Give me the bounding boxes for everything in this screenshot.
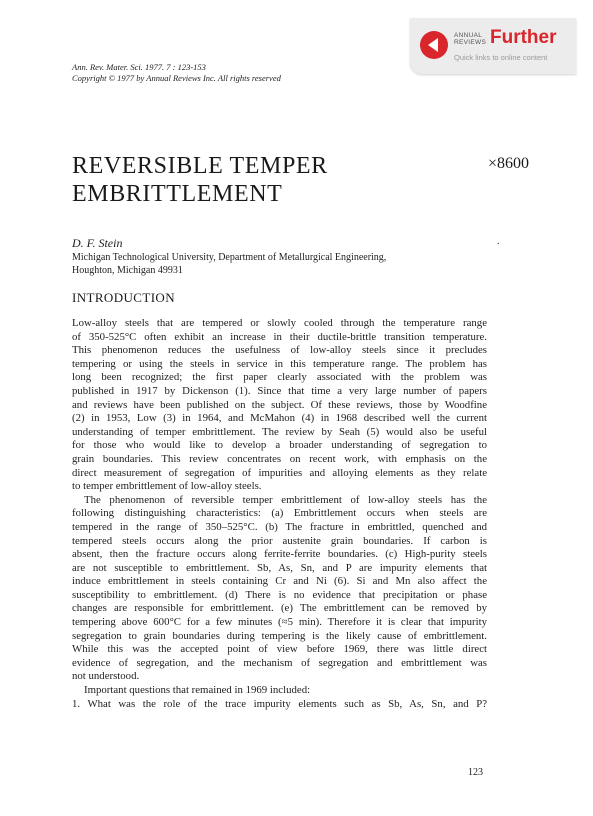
text-line: grain boundaries. This review concentrates on recent work, with emphasis on the: [72, 452, 487, 465]
text-line: tempering above 600°C for a few minutes (≈5 min). Therefore it is clear that impurity: [72, 616, 487, 629]
text-line: understanding of temper embrittlement. The review by Seah (5) would also be useful: [72, 425, 487, 438]
title-line-1: REVERSIBLE TEMPER: [72, 153, 328, 179]
text-line: are not susceptible to embrittlement. Sb, As, Sn, and P are impurity elements that: [72, 561, 487, 574]
further-banner[interactable]: [410, 18, 576, 74]
stray-dot: .: [497, 236, 500, 247]
text-line: This phenomenon reduces the usefulness of low-alloy steels since it precludes: [72, 344, 487, 357]
text-line: induce embrittlement in steels containing Cr and Ni (6). Si and Mn also affect the: [72, 575, 487, 588]
author-affiliation: [72, 251, 386, 277]
paragraph-1: [72, 317, 487, 494]
annual-reviews-logo-icon: [420, 31, 448, 59]
copyright-notice: Copyright © 1977 by Annual Reviews Inc. All rights reserved: [72, 73, 281, 83]
page-number: 123: [468, 767, 483, 778]
journal-citation: Ann. Rev. Mater. Sci. 1977. 7 : 123-153: [72, 62, 206, 72]
text-line: following distinguishing characteristics: (a) Embrittlement occurs when steels are: [72, 507, 487, 520]
text-line: tempered steels occurs along the prior austenite grain boundaries. If carbon is: [72, 534, 487, 547]
article-title: [72, 152, 328, 208]
text-line: long been recognized; the first paper clearly associated with the problem was: [72, 371, 487, 384]
text-line: tempering or using the steels in service in this temperature range. The problem has: [72, 357, 487, 370]
text-line: to temper embrittlement of low-alloy steels.: [72, 480, 262, 493]
annual-reviews-wordmark: ANNUAL REVIEWS: [454, 32, 487, 46]
article-body: [72, 317, 487, 711]
text-line: direct measurement of segregation of impurities and alloying elements as they relate: [72, 466, 487, 479]
text-line: of 350-525°C often exhibit an increase in their ductile-brittle transition temperature.: [72, 330, 487, 343]
text-line: published in 1917 by Dickenson (1). Since that time a very large number of papers: [72, 384, 487, 397]
section-heading: INTRODUCTION: [72, 290, 176, 305]
title-line-2: EMBRITTLEMENT: [72, 181, 283, 207]
article-code: ×8600: [488, 155, 530, 172]
banner-subtitle: Quick links to online content: [454, 53, 548, 62]
paragraph-3: Important questions that remained in 1969 included:: [84, 684, 311, 697]
text-line: segregation to grain boundaries during tempering is the likely cause of embrittlement.: [72, 629, 487, 642]
numbered-item-1: 1. What was the role of the trace impurity elements such as Sb, As, Sn, and P?: [72, 697, 487, 710]
author-name: D. F. Stein: [72, 236, 123, 250]
text-line: and reviews have been published on the subject. Of these reviews, those by Woodfine: [72, 398, 487, 411]
text-line: not understood.: [72, 670, 140, 683]
text-line: evidence of segregation, and the mechanism of segregation and embrittlement was: [72, 656, 487, 669]
text-line: changes are responsible for embrittlement. (e) The embrittlement can be removed by: [72, 602, 487, 615]
text-line: absent, then the fracture occurs along ferrite-ferrite boundaries. (c) High-purity steels: [72, 548, 487, 561]
text-line: The phenomenon of reversible temper embrittlement of low-alloy steels has the: [84, 493, 487, 506]
text-line: While this was the accepted point of view before 1969, there was little direct: [72, 643, 487, 656]
journal-header: [72, 62, 281, 84]
paragraph-2: [72, 494, 487, 684]
text-line: (2) in 1953, Low (3) in 1964, and McMahon (4) in 1968 described well the current: [72, 412, 487, 425]
text-line: for those who would like to develop a broader understanding of segregation to: [72, 439, 487, 452]
affiliation-line-2: Houghton, Michigan 49931: [72, 265, 183, 276]
affiliation-line-1: Michigan Technological University, Department of Metallurgical Engineering,: [72, 252, 387, 263]
text-line: tempered in the range of 350–525°C. (b) The fracture in embrittled, quenched and: [72, 520, 487, 533]
text-line: Low-alloy steels that are tempered or slowly cooled through the temperature range: [72, 317, 487, 329]
text-line: susceptibility to embrittlement. (d) There is no evidence that precipitation or phase: [72, 588, 487, 601]
further-label: Further: [490, 27, 557, 48]
